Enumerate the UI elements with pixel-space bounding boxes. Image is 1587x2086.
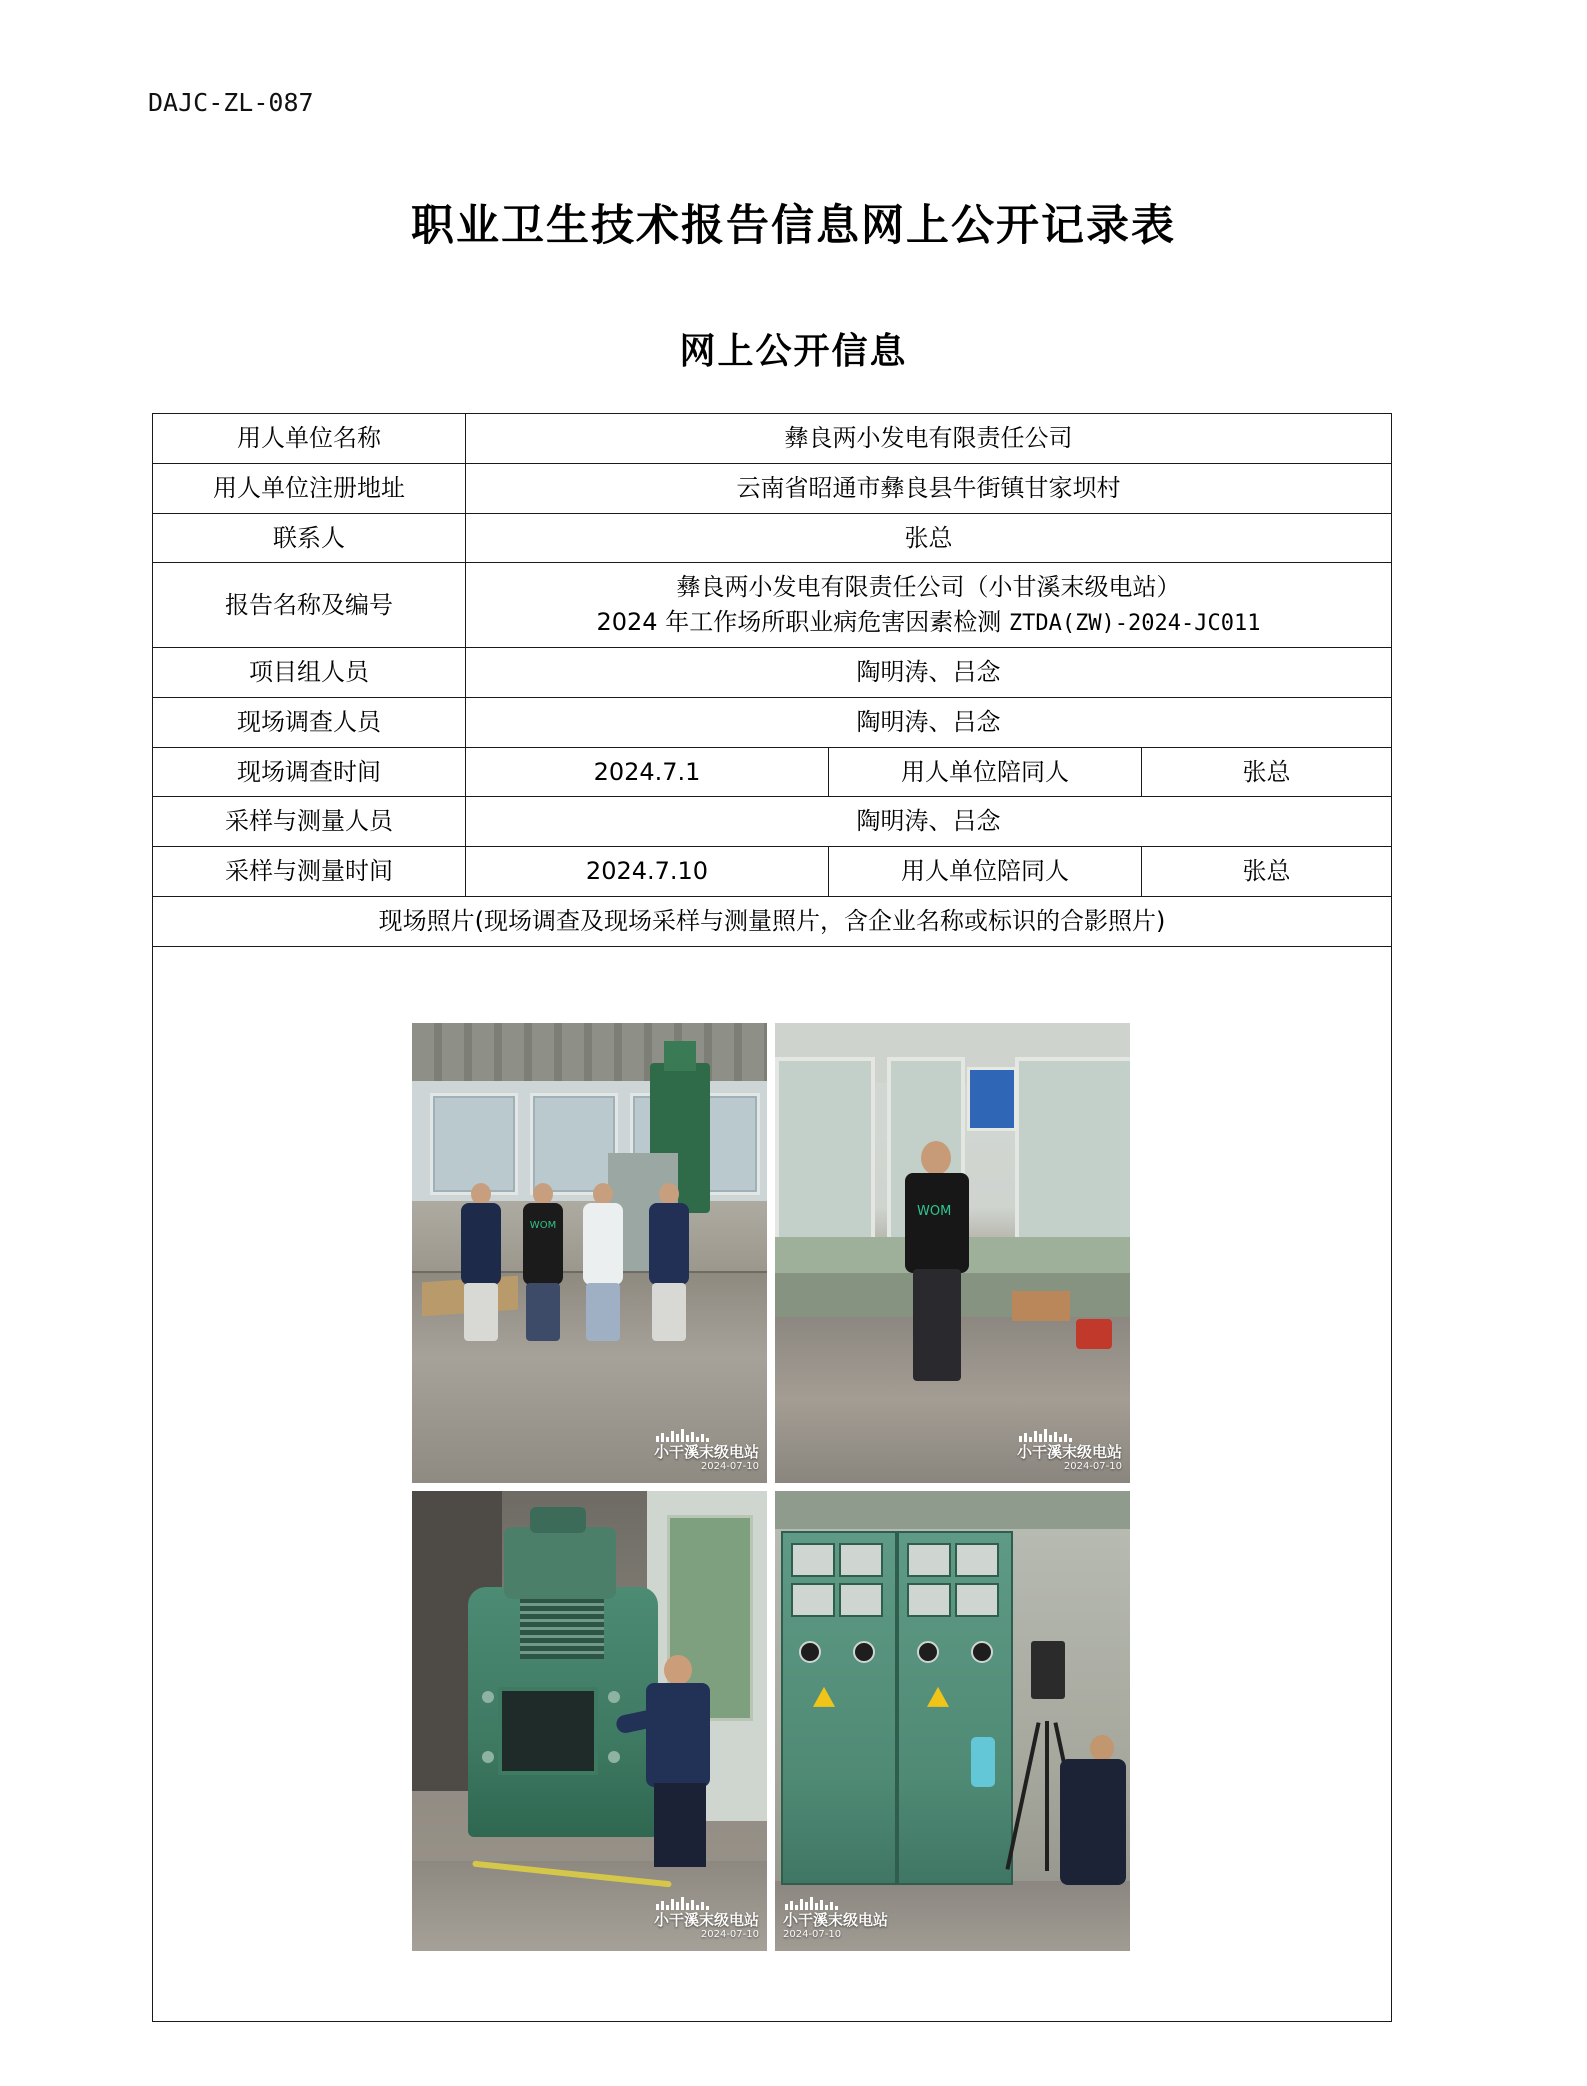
photos-section-body — [153, 946, 1392, 2021]
torso — [1060, 1759, 1126, 1885]
row-label-report-name: 报告名称及编号 — [153, 563, 466, 648]
watermark-date: 2024-07-10 — [700, 1461, 759, 1473]
torso — [905, 1173, 969, 1273]
control-knob — [799, 1641, 821, 1663]
legs — [913, 1269, 961, 1381]
row-label-survey-time: 现场调查时间 — [153, 747, 466, 797]
photo-staff-portrait-outside — [775, 1023, 1130, 1483]
torso — [646, 1683, 710, 1787]
inspection-hatch — [498, 1687, 598, 1775]
skyline-icon — [1017, 1428, 1077, 1442]
bolt — [482, 1691, 494, 1703]
legs — [464, 1283, 498, 1341]
photo-group-photo-powerhouse — [412, 1023, 767, 1483]
row-value-survey-staff: 陶明涛、吕念 — [466, 697, 1392, 747]
panel-meter — [791, 1543, 835, 1577]
person — [516, 1183, 570, 1343]
measuring-instrument — [1031, 1641, 1065, 1699]
control-knob — [917, 1641, 939, 1663]
person — [638, 1655, 738, 1865]
head — [664, 1655, 692, 1685]
control-knob — [853, 1641, 875, 1663]
panel-meter — [907, 1583, 951, 1617]
torso — [461, 1203, 501, 1285]
head — [659, 1183, 679, 1205]
row-label-project-team: 项目组人员 — [153, 648, 466, 698]
water-bottle — [971, 1737, 995, 1787]
row-label-survey-accompany: 用人单位陪同人 — [829, 747, 1142, 797]
page-subtitle: 网上公开信息 — [679, 331, 908, 372]
legs — [652, 1283, 686, 1341]
cardboard-box — [1012, 1291, 1070, 1321]
watermark — [783, 1896, 888, 1941]
photo-control-cabinet-measurement — [775, 1491, 1130, 1951]
ceiling — [775, 1491, 1130, 1529]
watermark-name: 小干溪末级电站 — [653, 1443, 759, 1462]
table-row — [153, 797, 1392, 847]
table-row — [153, 747, 1392, 797]
watermark — [654, 1896, 759, 1941]
notice-board — [967, 1067, 1017, 1131]
row-value-employer-address: 云南省昭通市彝良县牛街镇甘家坝村 — [466, 463, 1392, 513]
row-value-sampling-staff: 陶明涛、吕念 — [466, 797, 1392, 847]
panel-meter — [907, 1543, 951, 1577]
panel-meter — [839, 1543, 883, 1577]
panel-meter — [791, 1583, 835, 1617]
stool — [1076, 1319, 1112, 1349]
person — [454, 1183, 508, 1343]
report-name-line1: 彝良两小发电有限责任公司（小甘溪末级电站） — [676, 573, 1181, 602]
torso — [523, 1203, 563, 1285]
table-row — [153, 513, 1392, 563]
row-value-sampling-accompany: 张总 — [1142, 847, 1392, 897]
row-value-survey-time: 2024.7.1 — [466, 747, 829, 797]
panel-meter — [955, 1583, 999, 1617]
window — [704, 1093, 760, 1195]
shirt-logo: WOM — [529, 1219, 557, 1231]
watermark-name: 小干溪末级电站 — [1016, 1443, 1122, 1462]
head — [921, 1141, 951, 1175]
table-row — [153, 897, 1392, 947]
row-label-sampling-staff: 采样与测量人员 — [153, 797, 466, 847]
window — [430, 1093, 518, 1195]
table-row — [153, 946, 1392, 2021]
watermark-date: 2024-07-10 — [783, 1929, 842, 1941]
tripod-leg — [1005, 1722, 1040, 1870]
panel-meter — [955, 1543, 999, 1577]
row-value-employer-name: 彝良两小发电有限责任公司 — [466, 414, 1392, 464]
watermark — [1017, 1428, 1122, 1473]
window — [1015, 1057, 1130, 1245]
row-label-sampling-time: 采样与测量时间 — [153, 847, 466, 897]
table-row — [153, 463, 1392, 513]
skyline-icon — [654, 1428, 714, 1442]
person — [576, 1183, 630, 1343]
row-label-sampling-accompany: 用人单位陪同人 — [829, 847, 1142, 897]
head — [471, 1183, 491, 1205]
row-value-project-team: 陶明涛、吕念 — [466, 648, 1392, 698]
generator-top — [664, 1041, 696, 1071]
ceiling — [412, 1023, 767, 1081]
disclosure-info-table — [152, 413, 1392, 2022]
watermark-name: 小干溪末级电站 — [653, 1911, 759, 1930]
watermark-name: 小干溪末级电站 — [783, 1911, 889, 1930]
photo-grid — [412, 1023, 1132, 1951]
torso — [583, 1203, 623, 1285]
row-label-employer-name: 用人单位名称 — [153, 414, 466, 464]
bolt — [608, 1751, 620, 1763]
generator-cap — [530, 1507, 586, 1533]
shirt-logo: WOM — [917, 1203, 952, 1219]
bolt — [608, 1691, 620, 1703]
head — [1090, 1735, 1114, 1761]
table-row — [153, 414, 1392, 464]
skyline-icon — [783, 1896, 843, 1910]
head — [593, 1183, 613, 1205]
report-name-line2-text: 2024 年工作场所职业病危害因素检测 — [596, 608, 1002, 637]
generator-grille — [520, 1599, 604, 1659]
row-value-sampling-time: 2024.7.10 — [466, 847, 829, 897]
report-number: ZTDA(ZW)-2024-JC011 — [1008, 611, 1261, 637]
photo-generator-measurement — [412, 1491, 767, 1951]
watermark-date: 2024-07-10 — [1063, 1461, 1122, 1473]
row-value-report-name — [466, 563, 1392, 648]
photos-section-header: 现场照片(现场调查及现场采样与测量照片，含企业名称或标识的合影照片) — [153, 897, 1392, 947]
document-code: DAJC-ZL-087 — [148, 88, 314, 117]
row-label-contact: 联系人 — [153, 513, 466, 563]
control-knob — [971, 1641, 993, 1663]
report-name-line2 — [472, 605, 1385, 640]
table-row — [153, 648, 1392, 698]
window — [530, 1093, 618, 1195]
torso — [649, 1203, 689, 1285]
person — [893, 1141, 983, 1391]
person — [642, 1183, 696, 1343]
row-value-contact: 张总 — [466, 513, 1392, 563]
skyline-icon — [654, 1896, 714, 1910]
legs — [586, 1283, 620, 1341]
window — [775, 1057, 875, 1245]
row-label-employer-address: 用人单位注册地址 — [153, 463, 466, 513]
head — [533, 1183, 553, 1205]
panel-meter — [839, 1583, 883, 1617]
bolt — [482, 1751, 494, 1763]
watermark — [654, 1428, 759, 1473]
table-row — [153, 847, 1392, 897]
row-value-survey-accompany: 张总 — [1142, 747, 1392, 797]
person — [1052, 1735, 1130, 1885]
tripod-leg — [1045, 1721, 1049, 1871]
generator-upper — [504, 1527, 616, 1599]
watermark-date: 2024-07-10 — [700, 1929, 759, 1941]
row-label-survey-staff: 现场调查人员 — [153, 697, 466, 747]
legs — [654, 1783, 706, 1867]
table-row — [153, 697, 1392, 747]
page-title: 职业卫生技术报告信息网上公开记录表 — [411, 201, 1176, 251]
table-row — [153, 563, 1392, 648]
legs — [526, 1283, 560, 1341]
